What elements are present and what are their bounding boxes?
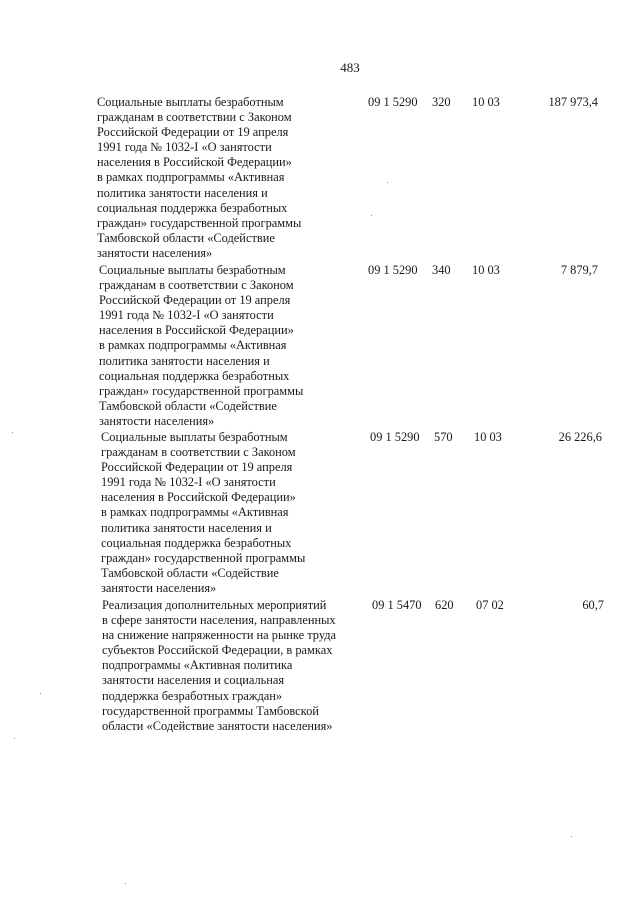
- section-code: 07 02: [476, 598, 504, 612]
- scan-speck: [371, 215, 372, 216]
- row-description: Социальные выплаты безработным гражданам в соответствии с Законом Российской Федерации от 19 апреля 1991 года № 1032-I «О занятости населения в Российской Федерации» в рамках подпрограммы «Активная политика занятости населения и социальная поддержка безработных граждан» государственной программы Тамбовской области «Содействие занятости населения»: [97, 95, 302, 260]
- table-row: [0, 598, 640, 758]
- table-row: [0, 263, 640, 428]
- section-code: 10 03: [474, 430, 502, 444]
- scan-speck: [40, 693, 41, 694]
- scan-speck: [14, 738, 15, 739]
- amount: 7 879,7: [560, 263, 598, 277]
- target-article: 09 1 5470: [372, 598, 422, 612]
- expense-type: 340: [432, 263, 451, 277]
- amount: 187 973,4: [548, 95, 598, 109]
- scan-speck: [12, 432, 13, 433]
- expense-type: 570: [434, 430, 453, 444]
- row-description: Реализация дополнительных мероприятий в сфере занятости населения, направленных на снижение напряженности на рынке труда субъектов Российской Федерации, в рамках подпрограммы «Активная политика занятости населения и социальная поддержка безработных граждан» государственной программы Тамбовской области «Содействие занятости населения»: [102, 598, 337, 733]
- amount: 26 226,6: [558, 430, 602, 444]
- target-article: 09 1 5290: [368, 95, 418, 109]
- row-description: Социальные выплаты безработным гражданам в соответствии с Законом Российской Федерации от 19 апреля 1991 года № 1032-I «О занятости населения в Российской Федерации» в рамках подпрограммы «Активная политика занятости населения и социальная поддержка безработных граждан» государственной программы Тамбовской области «Содействие занятости населения»: [99, 263, 304, 428]
- page-number: 483: [340, 60, 360, 75]
- target-article: 09 1 5290: [368, 263, 418, 277]
- expense-type: 620: [435, 598, 454, 612]
- expense-type: 320: [432, 95, 451, 109]
- table-row: [0, 430, 640, 595]
- section-code: 10 03: [472, 263, 500, 277]
- scan-speck: [571, 836, 572, 837]
- section-code: 10 03: [472, 95, 500, 109]
- scan-speck: [125, 883, 126, 884]
- scan-speck: [387, 182, 388, 183]
- amount: 60,7: [582, 598, 604, 612]
- target-article: 09 1 5290: [370, 430, 420, 444]
- row-description: Социальные выплаты безработным гражданам в соответствии с Законом Российской Федерации от 19 апреля 1991 года № 1032-I «О занятости населения в Российской Федерации» в рамках подпрограммы «Активная политика занятости населения и социальная поддержка безработных граждан» государственной программы Тамбовской области «Содействие занятости населения»: [101, 430, 306, 595]
- table-row: [0, 95, 640, 260]
